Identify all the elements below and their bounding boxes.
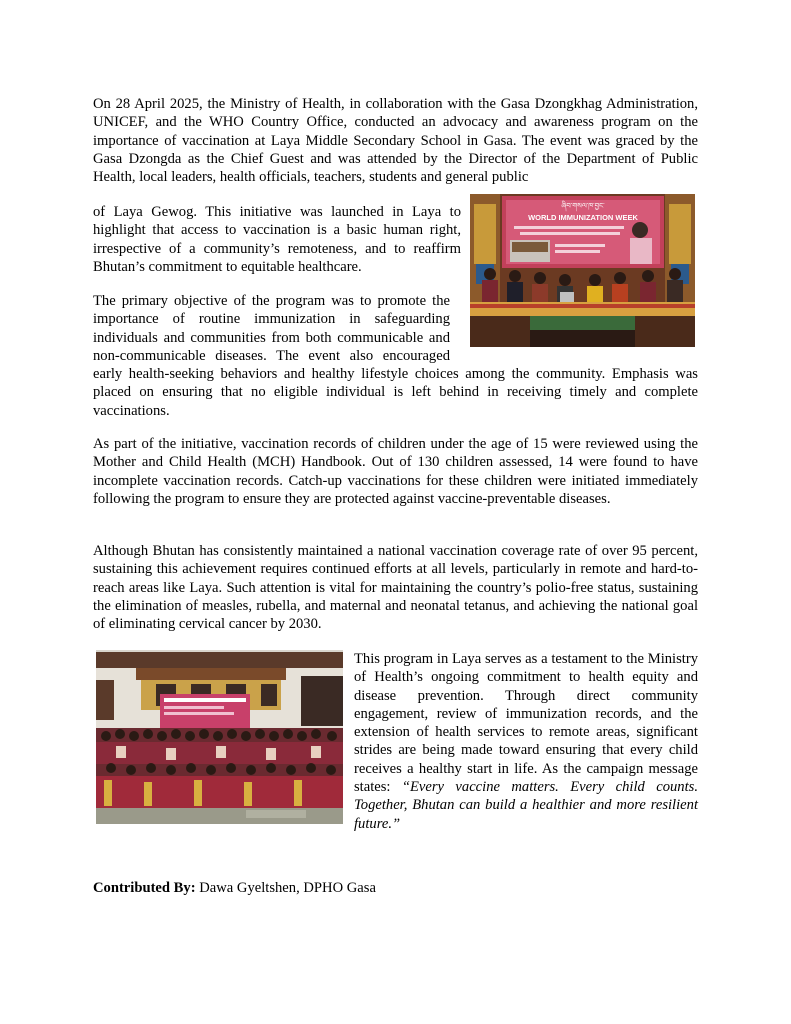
contributor-line — [93, 880, 698, 897]
banner-title: WORLD IMMUNIZATION WEEK — [528, 213, 638, 222]
campaign-quote: “Every vaccine matters. Every child counts. Together, Bhutan can build a healthier and more resilient future.” — [354, 779, 698, 832]
paragraph-conclusion-text: This program in Laya serves as a testament to the Ministry of Health’s ongoing commitment to health equity and disease prevention. Through direct community engagement, review of immunization records, and the extension of health services to remote areas, significant strides are being made toward ensuring that every child receives a healthy start in life. As the campaign message states: — [354, 651, 698, 796]
paragraph-objective-text: The primary objective of the program was to promote the importance of routine immunization in safeguarding individuals and communities from both communicable and non-communicable diseases. The event also encouraged early health-seeking behaviors and healthy lifestyle choices among the community. Emphasis was placed on ensuring that no eligible individual is left behind in receiving timely and complete vaccinations. — [93, 293, 698, 419]
photo-wrap-spacer — [450, 292, 698, 364]
paragraph-vaccination-records: As part of the initiative, vaccination records of children under the age of 15 were reviewed using the Mother and Child Health (MCH) Handbook. Out of 130 children assessed, 14 were found to have incomplete vaccination records. Catch-up vaccinations for these children were initiated immediately following the program to ensure they are protected against vaccine-preventable diseases. — [93, 436, 698, 507]
contributor-name: Dawa Gyeltshen, DPHO Gasa — [195, 880, 376, 896]
svg-text:ཞིབ་གསལ་ཁ་བྱང་: ཞིབ་གསལ་ཁ་བྱང་ — [561, 203, 605, 210]
paragraph-coverage: Although Bhutan has consistently maintained a national vaccination coverage rate of over 95 percent, sustaining this achievement requires continued efforts at all levels, particularly in remote and hard-to-reach areas like Laya. Such attention is vital for maintaining the country’s polio-free status, sustaining the elimination of measles, rubella, and maternal and neonatal tetanus, and achieving the national goal of eliminating cervical cancer by 2030. — [93, 543, 698, 633]
paragraph-objective — [93, 292, 698, 420]
paragraph-intro: On 28 April 2025, the Ministry of Health, in collaboration with the Gasa Dzongkhag Administration, UNICEF, and the WHO Country Office, conducted an advocacy and awareness program on the importance of vaccination at Laya Middle Secondary School in Gasa. The event was graced by the Gasa Dzongda as the Chief Guest and was attended by the Director of the Department of Public Health, local leaders, health officials, teachers, students and general public — [93, 96, 698, 186]
paragraph-conclusion — [354, 650, 698, 833]
paragraph-laya-gewog: of Laya Gewog. This initiative was launched in Laya to highlight that access to vaccination is a basic human right, irrespective of a community’s remoteness, and to reaffirm Bhutan’s commitment to equitable healthcare. — [93, 204, 461, 275]
contributor-label: Contributed By: — [93, 880, 196, 896]
group-photo — [96, 650, 343, 824]
